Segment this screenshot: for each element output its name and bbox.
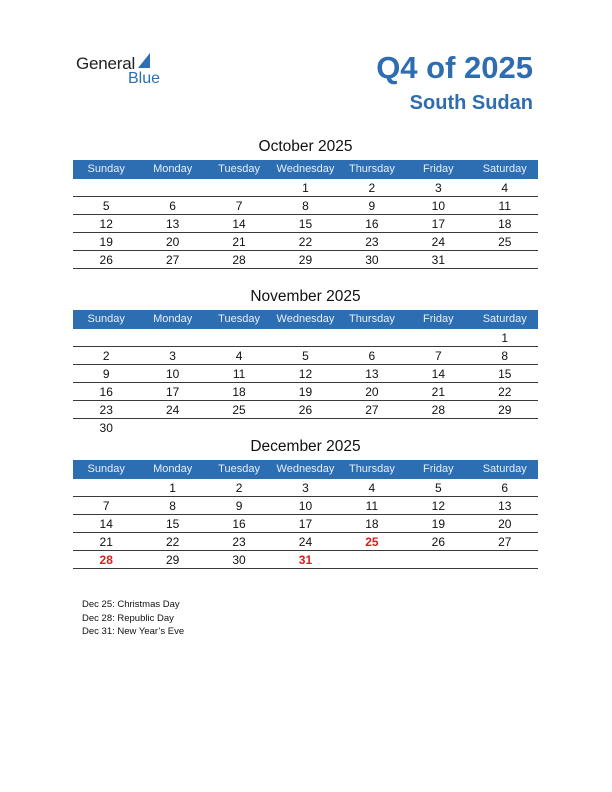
day-cell: 20 [365,385,379,399]
day-cell: 26 [431,535,445,549]
weekday-label: Thursday [348,313,395,325]
day-cell: 11 [232,367,246,381]
weekday-label: Tuesday [218,313,260,325]
day-cell: 3 [434,181,442,195]
day-cell: 14 [431,367,445,381]
weekday-label: Monday [153,313,193,325]
empty-day-cell [73,330,139,346]
week-row [73,180,538,197]
day-cell: 29 [298,253,313,267]
week-row [73,330,538,347]
month-title: October 2025 [258,138,353,155]
day-cell: 22 [165,535,180,549]
day-cell: 8 [302,199,309,213]
weekday-header-row [73,460,538,479]
weekday-label: Thursday [348,463,395,475]
day-cell: 17 [431,217,445,231]
empty-day-cell [405,420,471,436]
holiday-note: Dec 28: Republic Day [82,612,174,624]
month-title: December 2025 [250,438,361,455]
day-cell: 3 [169,349,176,363]
day-cell: 20 [165,235,180,249]
day-cell: 23 [232,535,246,549]
day-cell: 15 [165,517,180,531]
day-cell: 7 [102,499,110,513]
empty-day-cell [339,552,405,568]
day-cell: 21 [431,385,445,399]
day-cell: 11 [498,199,511,213]
day-cell: 19 [298,385,313,399]
empty-day-cell [472,552,538,568]
day-cell: 1 [169,481,176,495]
day-cell: 25 [498,235,512,249]
weekday-label: Wednesday [276,313,335,325]
day-cell: 27 [498,535,512,549]
empty-day-cell [272,330,338,346]
week-row [73,498,538,515]
day-cell: 10 [431,199,445,213]
month-title: November 2025 [250,288,361,305]
day-cell: 23 [365,235,379,249]
week-row [73,348,538,365]
week-row [73,198,538,215]
empty-day-cell [73,180,139,196]
weekday-label: Wednesday [276,163,335,175]
week-row [73,216,538,233]
weekday-header-row [73,160,538,179]
weekday-label: Saturday [482,313,527,325]
week-row [73,552,538,569]
weekday-label: Friday [423,163,454,175]
day-cell: 3 [302,481,309,495]
week-row [73,234,538,251]
day-cell: 30 [365,253,379,267]
day-cell: 19 [99,235,113,249]
day-cell: 15 [498,367,512,381]
day-cell: 9 [235,499,243,513]
day-cell: 6 [169,199,176,213]
day-cell: 29 [165,553,180,567]
day-cell: 21 [232,235,246,249]
empty-day-cell [405,330,471,346]
day-cell: 28 [232,253,246,267]
day-cell: 26 [298,403,313,417]
empty-day-cell [139,420,205,436]
day-cell: 26 [99,253,113,267]
day-cell: 18 [232,385,246,399]
month-november [73,287,538,436]
empty-day-cell [339,420,405,436]
day-cell: 7 [235,199,243,213]
page-title: Q4 of 2025 [376,50,533,85]
week-row [73,480,538,497]
day-cell: 7 [434,349,442,363]
weekday-label: Thursday [348,163,395,175]
day-cell: 13 [498,499,512,513]
day-cell: 5 [102,199,110,213]
empty-day-cell [405,552,471,568]
day-cell: 9 [368,199,376,213]
day-cell: 24 [431,235,445,249]
week-row [73,366,538,383]
week-row [73,534,538,551]
day-cell: 10 [165,367,180,381]
weekday-label: Friday [423,463,454,475]
empty-day-cell [339,330,405,346]
weekday-label: Monday [153,163,193,175]
day-cell: 18 [498,217,512,231]
week-row [73,420,538,436]
weekday-label: Friday [423,313,454,325]
day-cell: 28 [431,403,445,417]
day-cell: 12 [99,217,113,231]
day-cell: 17 [298,517,313,531]
day-cell: 2 [368,181,376,195]
day-cell: 27 [365,403,379,417]
day-cell: 14 [232,217,246,231]
weekday-label: Sunday [87,313,125,325]
day-cell: 6 [501,481,509,495]
general-blue-logo [76,52,176,88]
day-cell: 8 [501,349,509,363]
holiday-note: Dec 31: New Year’s Eve [82,626,185,637]
month-december [73,437,538,569]
day-cell: 4 [235,349,243,363]
day-cell: 30 [99,421,113,435]
day-cell: 1 [501,331,509,345]
day-cell: 16 [99,385,113,399]
day-cell: 24 [298,535,313,549]
day-cell: 27 [165,253,180,267]
holiday-notes [82,598,184,639]
day-cell: 31 [431,253,445,267]
week-row [73,384,538,401]
logo-text-general: General [76,54,136,73]
weekday-label: Sunday [87,463,125,475]
country-name: South Sudan [409,92,533,114]
logo-text-blue: Blue [128,70,161,87]
day-cell: 2 [235,481,243,495]
weekday-label: Tuesday [218,163,260,175]
weekday-label: Tuesday [218,463,260,475]
holiday-note: Dec 25: Christmas Day [82,599,180,610]
weekday-label: Sunday [87,163,125,175]
day-cell: 24 [165,403,180,417]
empty-day-cell [472,252,538,268]
day-cell: 4 [501,181,509,195]
day-cell: 5 [434,481,442,495]
day-cell: 12 [431,499,445,513]
day-cell: 22 [298,235,313,249]
empty-day-cell [206,330,272,346]
day-cell: 4 [368,481,376,495]
week-row [73,402,538,419]
day-cell: 31 [298,553,313,567]
day-cell: 29 [498,403,512,417]
empty-day-cell [272,420,338,436]
weekday-label: Saturday [482,463,527,475]
day-cell: 6 [368,349,376,363]
day-cell: 17 [165,385,180,399]
day-cell: 25 [232,403,246,417]
day-cell: 16 [365,217,379,231]
week-row [73,252,538,269]
day-cell: 25 [365,535,379,549]
weekday-label: Saturday [482,163,527,175]
day-cell: 13 [365,367,379,381]
weekday-label: Wednesday [276,463,335,475]
day-cell: 10 [298,499,313,513]
day-cell: 18 [365,517,379,531]
week-row [73,516,538,533]
weekday-header-row [73,310,538,329]
empty-day-cell [139,180,205,196]
day-cell: 9 [102,367,110,381]
empty-day-cell [206,180,272,196]
day-cell: 22 [498,385,512,399]
day-cell: 16 [232,517,246,531]
day-cell: 1 [302,181,309,195]
weekday-label: Monday [153,463,193,475]
day-cell: 28 [99,553,113,567]
day-cell: 20 [498,517,512,531]
day-cell: 8 [169,499,176,513]
day-cell: 11 [365,499,379,513]
day-cell: 23 [99,403,113,417]
empty-day-cell [472,420,538,436]
day-cell: 12 [298,367,313,381]
day-cell: 5 [302,349,309,363]
day-cell: 30 [232,553,246,567]
day-cell: 13 [165,217,180,231]
logo-triangle-icon [138,53,150,68]
day-cell: 2 [102,349,110,363]
day-cell: 21 [99,535,113,549]
empty-day-cell [206,420,272,436]
empty-day-cell [139,330,205,346]
empty-day-cell [73,480,139,496]
day-cell: 15 [298,217,313,231]
month-october [73,137,538,269]
day-cell: 14 [99,517,113,531]
day-cell: 19 [431,517,445,531]
